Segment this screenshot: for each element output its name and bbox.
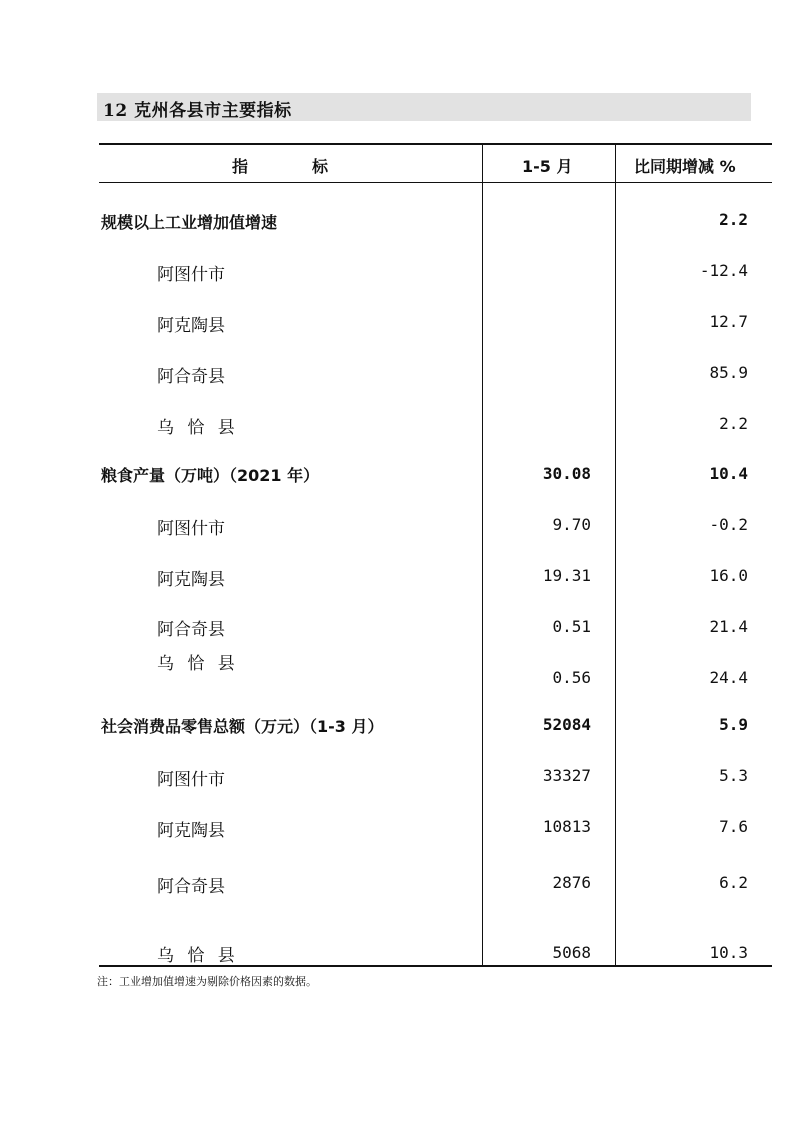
row-label: 乌 恰 县	[157, 946, 239, 966]
row-value: 5068	[552, 943, 591, 962]
footnote: 注：工业增加值增速为剔除价格因素的数据。	[97, 975, 317, 988]
row-label: 阿图什市	[157, 770, 225, 790]
column-divider-2	[615, 145, 616, 965]
row-label: 阿克陶县	[157, 821, 225, 841]
row-change: -0.2	[709, 515, 748, 534]
row-change: 21.4	[709, 617, 748, 636]
table-title-bar	[97, 93, 751, 121]
row-label: 规模以上工业增加值增速	[101, 213, 278, 232]
row-label: 阿图什市	[157, 265, 225, 285]
row-change: 16.0	[709, 566, 748, 585]
header-indicator: 指 标	[232, 157, 329, 176]
row-value: 0.51	[552, 617, 591, 636]
row-value: 0.56	[552, 668, 591, 687]
row-change: 7.6	[719, 817, 748, 836]
row-change: 12.7	[709, 312, 748, 331]
column-divider-1	[482, 145, 483, 965]
row-label: 阿克陶县	[157, 570, 225, 590]
row-value: 19.31	[542, 566, 591, 585]
row-value: 30.08	[542, 464, 591, 483]
row-value: 2876	[552, 873, 591, 892]
row-label: 乌 恰 县	[157, 654, 239, 674]
row-label: 粮食产量（万吨）（2021 年）	[101, 466, 320, 485]
row-label: 阿合奇县	[157, 877, 225, 897]
row-change: 6.2	[719, 873, 748, 892]
table-title: 12 克州各县市主要指标	[103, 101, 292, 121]
row-change: 10.3	[709, 943, 748, 962]
row-label: 乌 恰 县	[157, 418, 239, 438]
row-label: 阿合奇县	[157, 367, 225, 387]
row-label: 阿图什市	[157, 519, 225, 539]
row-change: 24.4	[709, 668, 748, 687]
row-label: 阿克陶县	[157, 316, 225, 336]
row-label: 阿合奇县	[157, 620, 225, 640]
row-change: 2.2	[719, 210, 748, 229]
row-value: 52084	[542, 715, 591, 734]
row-change: 85.9	[709, 363, 748, 382]
row-change: -12.4	[699, 261, 748, 280]
row-value: 33327	[542, 766, 591, 785]
row-change: 10.4	[709, 464, 748, 483]
top-rule	[99, 143, 772, 145]
row-label: 社会消费品零售总额（万元）（1-3 月）	[101, 717, 384, 736]
row-value: 9.70	[552, 515, 591, 534]
row-change: 2.2	[719, 414, 748, 433]
row-change: 5.9	[719, 715, 748, 734]
row-change: 5.3	[719, 766, 748, 785]
header-rule	[99, 182, 772, 183]
header-change: 比同期增减 %	[634, 157, 736, 176]
header-period: 1-5 月	[522, 157, 573, 176]
row-value: 10813	[542, 817, 591, 836]
